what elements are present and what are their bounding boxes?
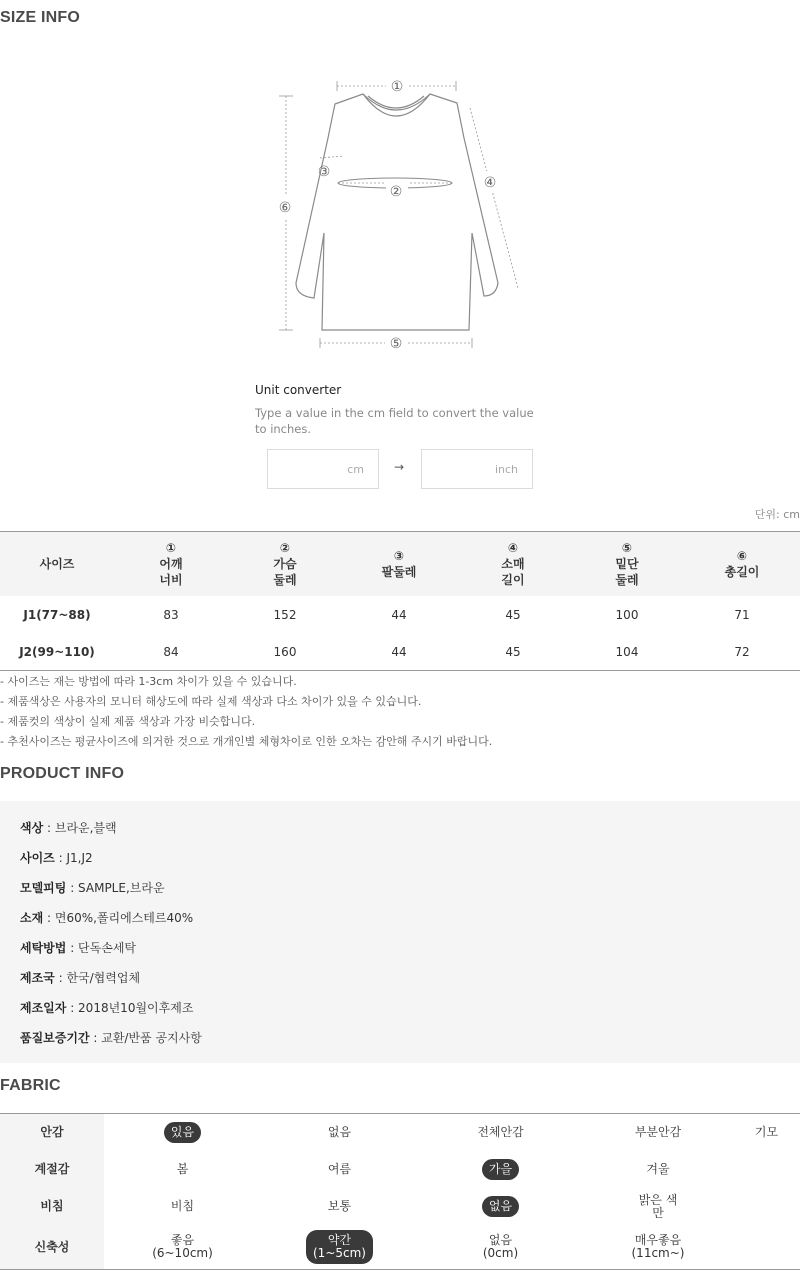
product-info-row: 제조국 : 한국/협력업체	[20, 971, 141, 985]
fabric-option: 기모	[733, 1114, 800, 1151]
convert-arrow-icon: →	[394, 460, 405, 474]
size-notes	[0, 672, 492, 752]
size-header-col: ⑥ 총길이	[684, 532, 800, 597]
product-info-row: 색상 : 브라운,블랙	[20, 821, 117, 835]
product-info-row: 사이즈 : J1,J2	[20, 851, 93, 865]
size-header-col: ⑤ 밑단 둘레	[570, 532, 684, 597]
cm-input[interactable]	[267, 449, 379, 489]
note-item: - 제품컷의 색상이 실제 제품 색상과 가장 비슷합니다.	[0, 715, 256, 728]
marker-5-icon: ⑤	[389, 336, 403, 352]
fabric-option	[418, 1188, 583, 1226]
marker-1-icon: ①	[390, 79, 404, 95]
measure-lines	[286, 86, 518, 343]
fabric-option: 부분안감	[583, 1114, 733, 1151]
measure-ticks	[279, 81, 472, 348]
fabric-row	[0, 1151, 800, 1188]
size-header-col: ④ 소매 길이	[456, 532, 570, 597]
fabric-option	[261, 1226, 418, 1270]
value-cell: 152	[273, 607, 297, 622]
value-cell: 45	[505, 607, 521, 622]
selected-option-pill: 있음	[164, 1122, 201, 1143]
fabric-option: 여름	[327, 1161, 352, 1176]
note-item: - 추천사이즈는 평균사이즈에 의거한 것으로 개개인별 체형차이로 인한 오차는 감안해 주시기 바랍니다.	[0, 735, 493, 748]
size-cell: J2(99~110)	[0, 633, 114, 671]
value-cell: 100	[615, 607, 639, 622]
marker-4-icon: ④	[483, 175, 497, 191]
fabric-option: 좋음 (6~10cm)	[104, 1226, 261, 1270]
marker-6-icon: ⑥	[278, 200, 292, 216]
value-cell: 45	[456, 633, 570, 671]
fabric-label: 안감	[0, 1114, 104, 1151]
table-row	[0, 633, 800, 671]
value-cell: 104	[570, 633, 684, 671]
fabric-option	[733, 1188, 800, 1226]
fabric-label: 비침	[0, 1188, 104, 1226]
fabric-option	[733, 1151, 800, 1188]
product-info-row: 제조일자 : 2018년10월이후제조	[20, 1001, 194, 1015]
product-info-box	[0, 801, 800, 1063]
fabric-row	[0, 1114, 800, 1151]
selected-option-pill: 가을	[482, 1159, 519, 1180]
selected-option-pill: 약간 (1~5cm)	[306, 1230, 373, 1264]
note-item: - 사이즈는 재는 방법에 따라 1-3cm 차이가 있을 수 있습니다.	[0, 675, 297, 688]
product-info-heading: PRODUCT INFO	[0, 765, 125, 782]
note-item: - 제품색상은 사용자의 모니터 해상도에 따라 실제 색상과 다소 차이가 있을 수 있습니다.	[0, 695, 422, 708]
selected-option-pill: 없음	[482, 1196, 519, 1217]
size-table-header	[0, 532, 800, 597]
fabric-row	[0, 1188, 800, 1226]
fabric-heading: FABRIC	[0, 1077, 61, 1094]
value-cell: 44	[391, 607, 407, 622]
marker-2-icon: ②	[389, 184, 403, 200]
inch-input[interactable]	[421, 449, 533, 489]
unit-converter	[255, 383, 545, 437]
fabric-option: 없음	[261, 1114, 418, 1151]
fabric-option	[418, 1151, 583, 1188]
size-header-col: ② 가슴 둘레	[228, 532, 342, 597]
value-cell: 84	[114, 633, 228, 671]
fabric-row	[0, 1226, 800, 1270]
fabric-option: 겨울	[646, 1161, 670, 1176]
fabric-option: 비침	[170, 1199, 195, 1213]
size-header-col: ① 어깨 너비	[114, 532, 228, 597]
fabric-option: 보통	[327, 1199, 352, 1213]
unit-converter-description: Type a value in the cm field to convert the value to inches.	[255, 406, 534, 436]
fabric-table	[0, 1113, 800, 1270]
value-cell: 160	[228, 633, 342, 671]
value-cell: 83	[163, 607, 179, 622]
value-cell: 72	[684, 633, 800, 671]
garment-outline	[296, 94, 498, 330]
marker-3-icon: ③	[317, 164, 331, 180]
value-cell: 71	[734, 607, 750, 622]
fabric-label: 계절감	[0, 1151, 104, 1188]
product-info-row: 품질보증기간 : 교환/반품 공지사항	[20, 1031, 202, 1045]
fabric-option: 전체안감	[418, 1114, 583, 1151]
value-cell: 44	[342, 633, 456, 671]
product-info-row: 모델피팅 : SAMPLE,브라운	[20, 881, 165, 895]
fabric-option: 매우좋음 (11cm~)	[583, 1226, 733, 1270]
size-table	[0, 531, 800, 671]
product-info-row: 소재 : 면60%,폴리에스테르40%	[20, 911, 194, 925]
product-info-row: 세탁방법 : 단독손세탁	[20, 941, 137, 955]
table-row	[0, 596, 800, 633]
garment-measurement-diagram	[272, 68, 532, 358]
unit-converter-title: Unit converter	[255, 383, 342, 397]
size-header-col: ③ 팔둘레	[342, 532, 456, 597]
fabric-option	[104, 1114, 261, 1151]
fabric-label: 신축성	[0, 1226, 104, 1270]
size-info-heading: SIZE INFO	[0, 9, 81, 26]
fabric-option	[733, 1226, 800, 1270]
fabric-option: 없음 (0cm)	[418, 1226, 583, 1270]
size-header-label: 사이즈	[0, 532, 114, 597]
fabric-option: 봄	[176, 1161, 189, 1176]
unit-note: 단위: cm	[754, 508, 800, 521]
fabric-option: 밝은 색 만	[638, 1192, 678, 1220]
size-cell: J1(77~88)	[23, 607, 91, 622]
